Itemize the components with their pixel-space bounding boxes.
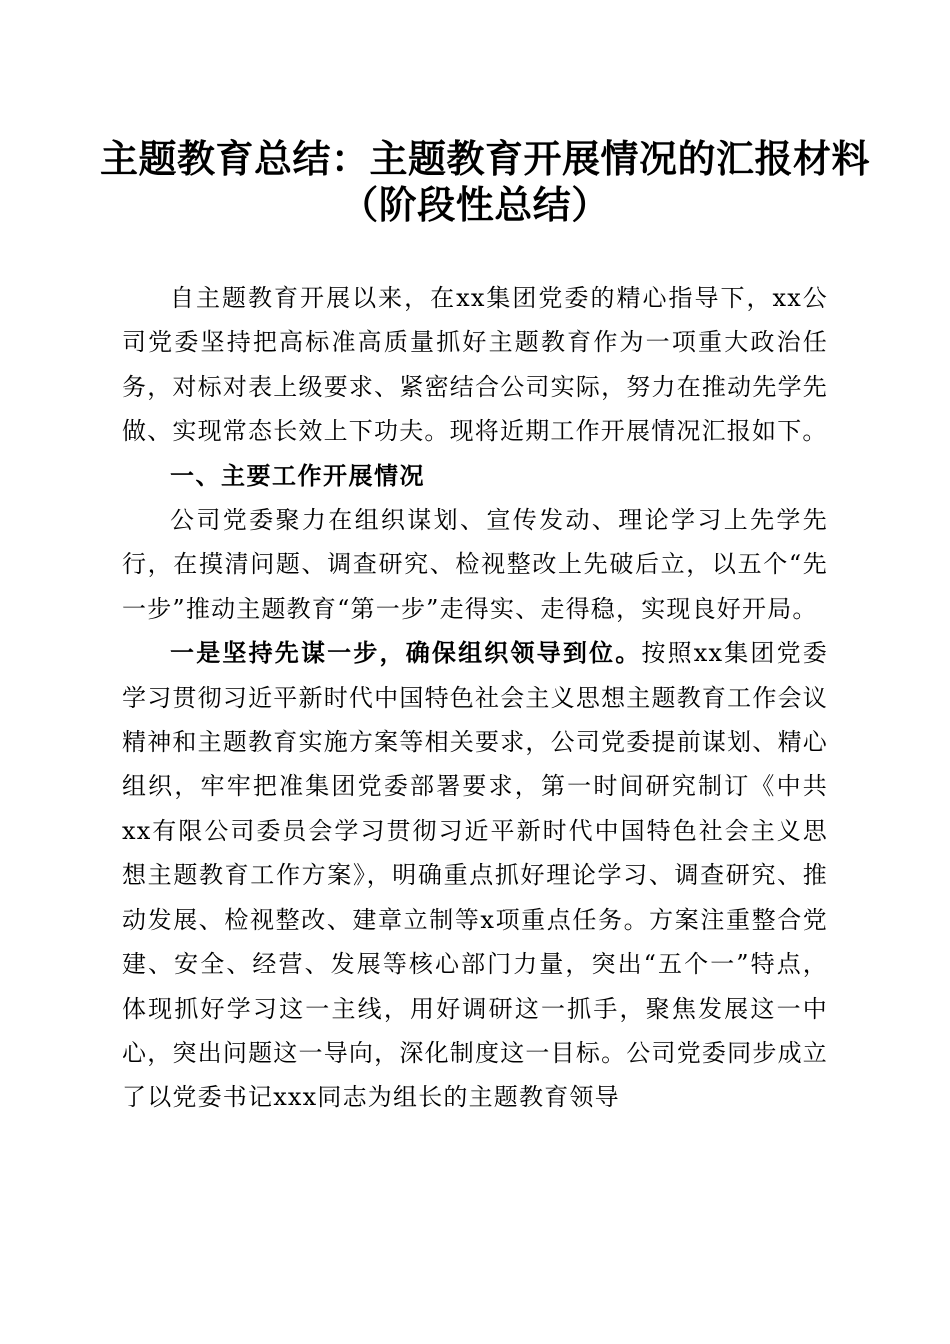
document-title [100, 136, 871, 228]
section-paragraph: 公司党委聚力在组织谋划、宣传发动、理论学习上先学先行，在摸清问题、调查研究、检视整改上先破后立，以五个“先一步”推动主题教育“第一步”走得实、走得稳，实现良好开局。 [122, 506, 828, 623]
point-lead-text: 一是坚持先谋一步，确保组织领导到位。 [170, 638, 642, 668]
title-line-sub: （阶段性总结） [340, 182, 610, 227]
section-heading: 一、主要工作开展情况 [170, 461, 425, 490]
point-body-text: 按照xx集团党委学习贯彻习近平新时代中国特色社会主义思想主题教育工作会议精神和主题教育实施方案等相关要求，公司党委提前谋划、精心组织，牢牢把准集团党委部署要求，第一时间研究制订《中共xx有限公司委员会学习贯彻习近平新时代中国特色社会主义思想主题教育工作方案》，明确重点抓好理论学习、调查研究、推动发展、检视整改、建章立制等x项重点任务。方案注重整合党建、安全、经营、发展等核心部门力量，突出“五个一”特点，体现抓好学习这一主线，用好调研这一抓手，聚焦发展这一中心，突出问题这一导向，深化制度这一目标。公司党委同步成立了以党委书记xxx同志为组长的主题教育领导 [122, 639, 828, 1112]
point-paragraph [122, 631, 828, 1119]
title-line-main: 主题教育总结：主题教育开展情况的汇报材料 [100, 136, 871, 181]
intro-paragraph: 自主题教育开展以来，在xx集团党委的精心指导下，xx公司党委坚持把高标准高质量抓好主题教育作为一项重大政治任务，对标对表上级要求、紧密结合公司实际，努力在推动先学先做、实现常态长效上下功夫。现将近期工作开展情况汇报如下。 [122, 284, 828, 446]
document-body [122, 276, 828, 1120]
